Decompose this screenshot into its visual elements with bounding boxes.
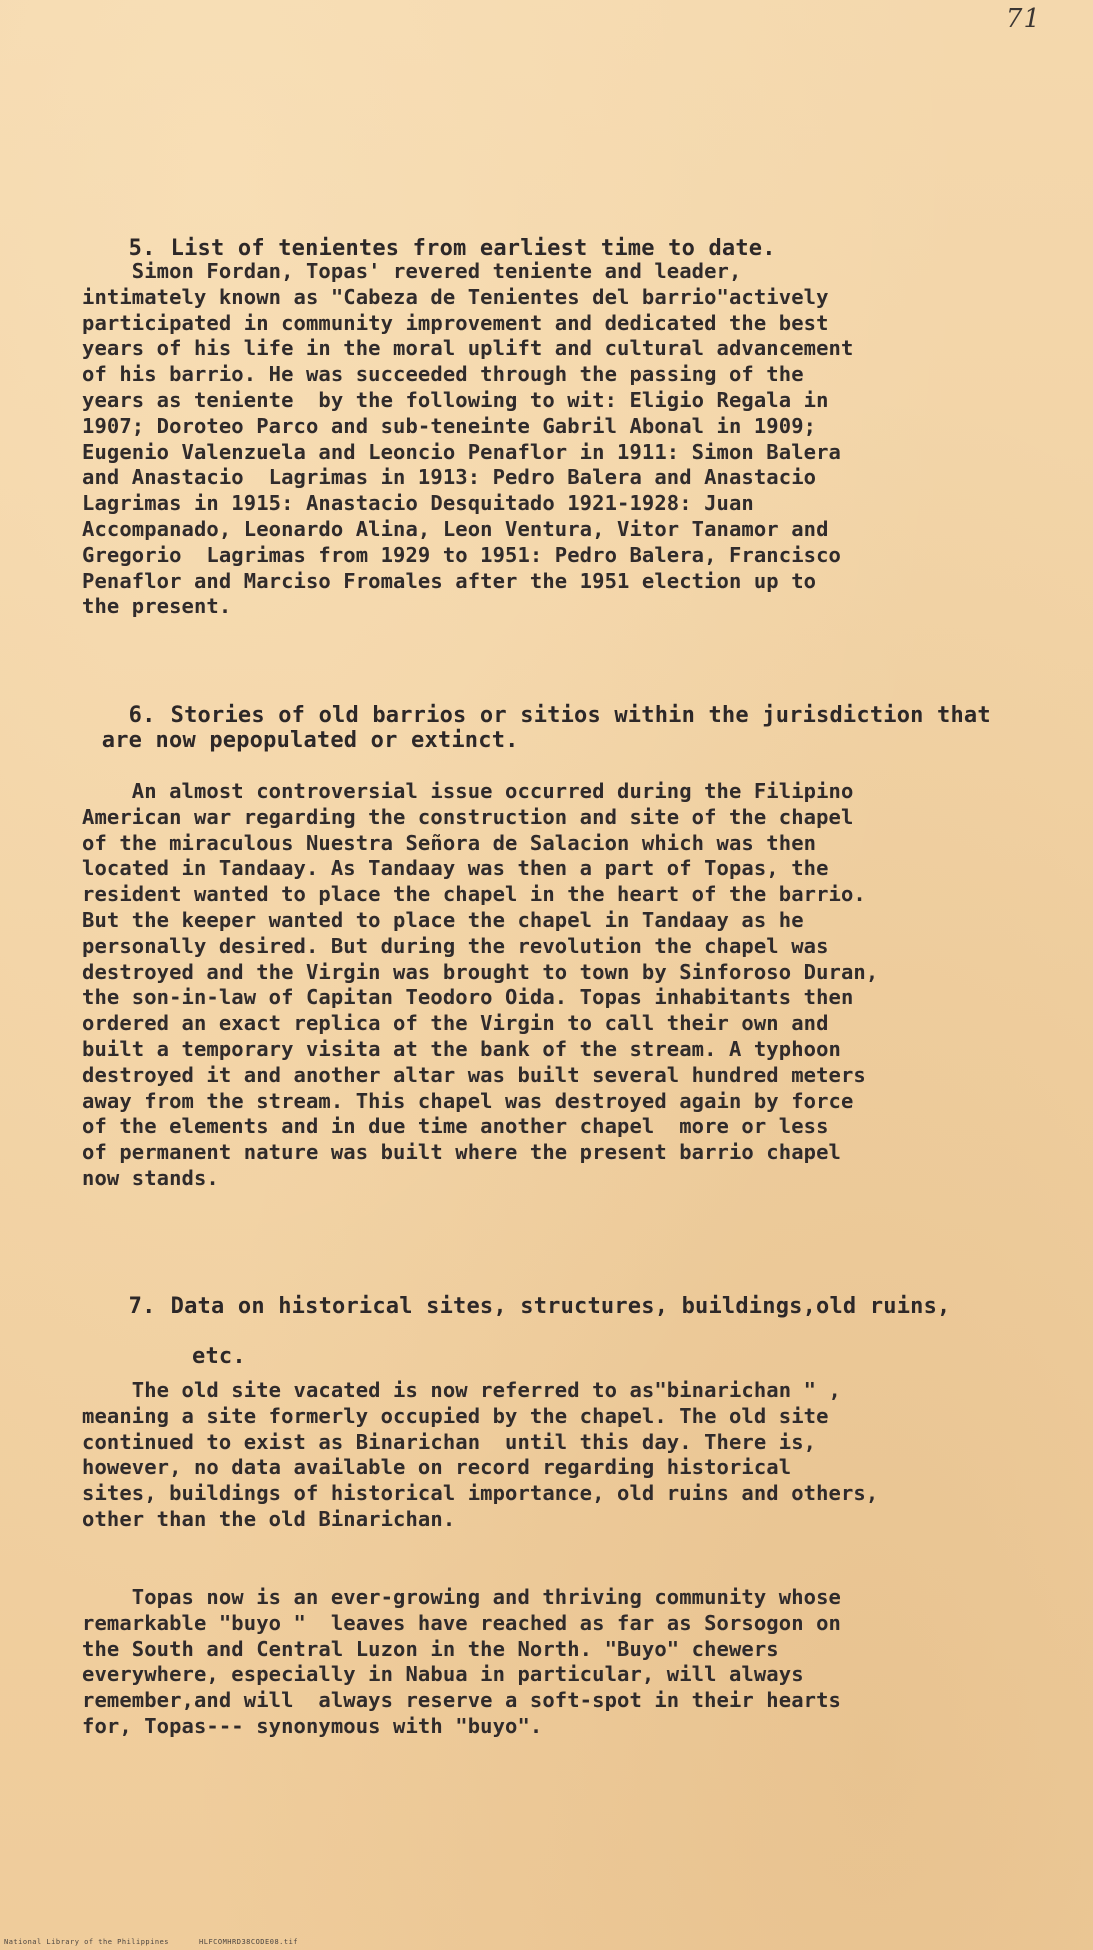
section-7-paragraph-1: The old site vacated is now referred to as"binarichan " , meaning a site formerly occupied by the chapel. The old site continued to exist as Binarichan until this day. There is, however, no data available on record regarding historical sites, buildings of historical importance, old ruins and others, other than the old Binarichan. [82,1378,879,1531]
scan-footer [4,1938,328,1946]
section-6-heading [48,678,1048,778]
section-6-paragraph: An almost controversial issue occurred during the Filipino American war regarding the construction and site of the chapel of the miraculous Nuestra Señora de Salacion which was then located in Tandaay. As Tandaay was then a part of Topas, the resident wanted to place the chapel in the heart of the barrio. But the keeper wanted to place the chapel in Tandaay as he personally desired. But during the revolution the chapel was destroyed and the Virgin was brought to town by Sinforoso Duran, the son-in-law of Capitan Teodoro Oida. Topas inhabitants then ordered an exact replica of the Virgin to call their own and built a temporary visita at the bank of the stream. A typhoon destroyed it and another altar was built several hundred meters away from the stream. This chapel was destroyed again by force of the elements and in due time another chapel more or less of permanent nature was built where the present barrio chapel now stands. [82,779,879,1190]
section-6-number: 6. [128,703,156,728]
section-5-title: List of tenientes from earliest time to date. [170,236,776,261]
section-7-number: 7. [128,1294,156,1319]
section-5-paragraph: Simon Fordan, Topas' revered teniente and leader, intimately known as "Cabeza de Tenientes del barrio"actively participated in community improvement and dedicated the best years of his life in the moral uplift and cultural advancement of his barrio. He was succeeded through the passing of the years as teniente by the following to wit: Eligio Regala in 1907; Doroteo Parco and sub-teneinte Gabril Abonal in 1909; Eugenio Valenzuela and Leoncio Penaflor in 1911: Simon Balera and Anastacio Lagrimas in 1913: Pedro Balera and Anastacio Lagrimas in 1915: Anastacio Desquitado 1921-1928: Juan Accompanado, Leonardo Alina, Leon Ventura, Vitor Tanamor and Gregorio Lagrimas from 1929 to 1951: Pedro Balera, Francisco Penaflor and Marciso Fromales after the 1951 election up to the present. [82,259,854,619]
section-5-number: 5. [128,236,156,261]
section-7-paragraph-2: Topas now is an ever-growing and thriving community whose remarkable "buyo " leaves have reached as far as Sorsogon on the South and Central Luzon in the North. "Buyo" chewers everywhere, especially in Nabua in particular, will always remember,and will always reserve a soft-spot in their hearts for, Topas--- synonymous with "buyo". [82,1585,841,1738]
footer-file-name: HLFCOMHRD38CODE08.tif [199,1938,299,1946]
footer-library-credit: National Library of the Philippines [4,1938,170,1946]
section-6-title: Stories of old barrios or sitios within the jurisdiction that are now pepopulated or extinct. [101,703,991,753]
section-7-title: Data on historical sites, structures, buildings,old ruins, [170,1294,951,1319]
section-7-title-continued: etc. [192,1344,246,1369]
page-number: 71 [1005,4,1041,34]
